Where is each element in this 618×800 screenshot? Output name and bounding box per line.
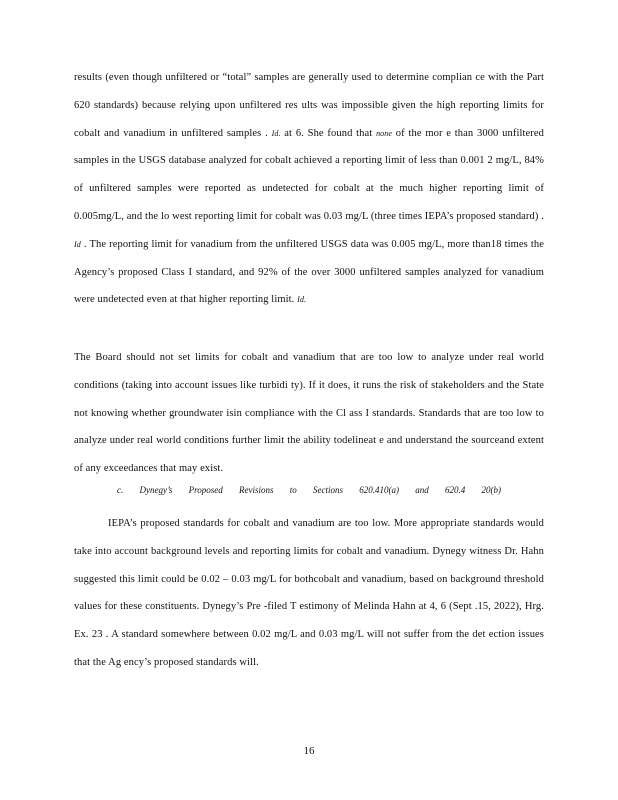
paragraph-text: results (even though unfiltered or “total” samples are generally used to determine complian ce with the Part 620 standards) because relying upon unfiltered res ults was impossible given the high reporting limits for cobalt and vanadium in unfiltered samples . <box>74 72 544 139</box>
body-paragraph <box>74 64 544 314</box>
citation: Id. <box>271 128 281 138</box>
paragraph-text: at 6. She found that <box>280 127 377 139</box>
body-paragraph: The Board should not set limits for cobalt and vanadium that are too low to analyze under real world conditions (taking into account issues like turbidi ty). If it does, it runs the risk of stakeholders and the State not knowing whether groundwater isin compliance with the Cl ass I standards. Standards that are too low to analyze under real world conditions further limit the ability todelineat e and understand the sourceand extent of any exceedances that may exist. <box>74 352 544 475</box>
paragraph-text: . The reporting limit for vanadium from the unfiltered USGS data was 0.005 mg/L, more than18 times the Agency’s proposed Class I standard, and 92% of the over 3000 unfiltered samples analyzed for vanadium were undetected even at that higher reporting limit. <box>74 238 544 306</box>
section-heading: c. Dynegy’s Proposed Revisions to Sections 620.410(a) and 620.4 20(b) <box>117 485 501 495</box>
citation: Id <box>74 239 81 249</box>
body-paragraph: IEPA’s proposed standards for cobalt and vanadium are too low. More appropriate standards would take into account background levels and reporting limits for cobalt and vanadium. Dynegy witness Dr. Hahn suggested this limit could be 0.02 – 0.03 mg/L for bothcobalt and vanadium, based on background threshold values for these constituents. Dynegy’s Pre -filed T estimony of Melinda Hahn at 4, 6 (Sept .15, 2022), Hrg. Ex. 23 . A standard somewhere between 0.02 mg/L and 0.03 mg/L will not suffer from the det ection issues that the Ag ency’s proposed standards will. <box>74 518 544 668</box>
citation: Id. <box>297 295 307 305</box>
page-number: 16 <box>303 745 315 757</box>
paragraph-text: of the mor e than 3000 unfiltered samples in the USGS database analyzed for cobalt achieved a reporting limit of less than 0.001 2 mg/L, 84% of unfiltered samples were reported as undetected for cobalt at the much higher reporting limit of 0.005mg/L, and the lo west reporting limit for cobalt was 0.03 mg/L (three times IEPA’s proposed standard) . <box>74 127 544 222</box>
emphasis: none <box>376 128 393 138</box>
